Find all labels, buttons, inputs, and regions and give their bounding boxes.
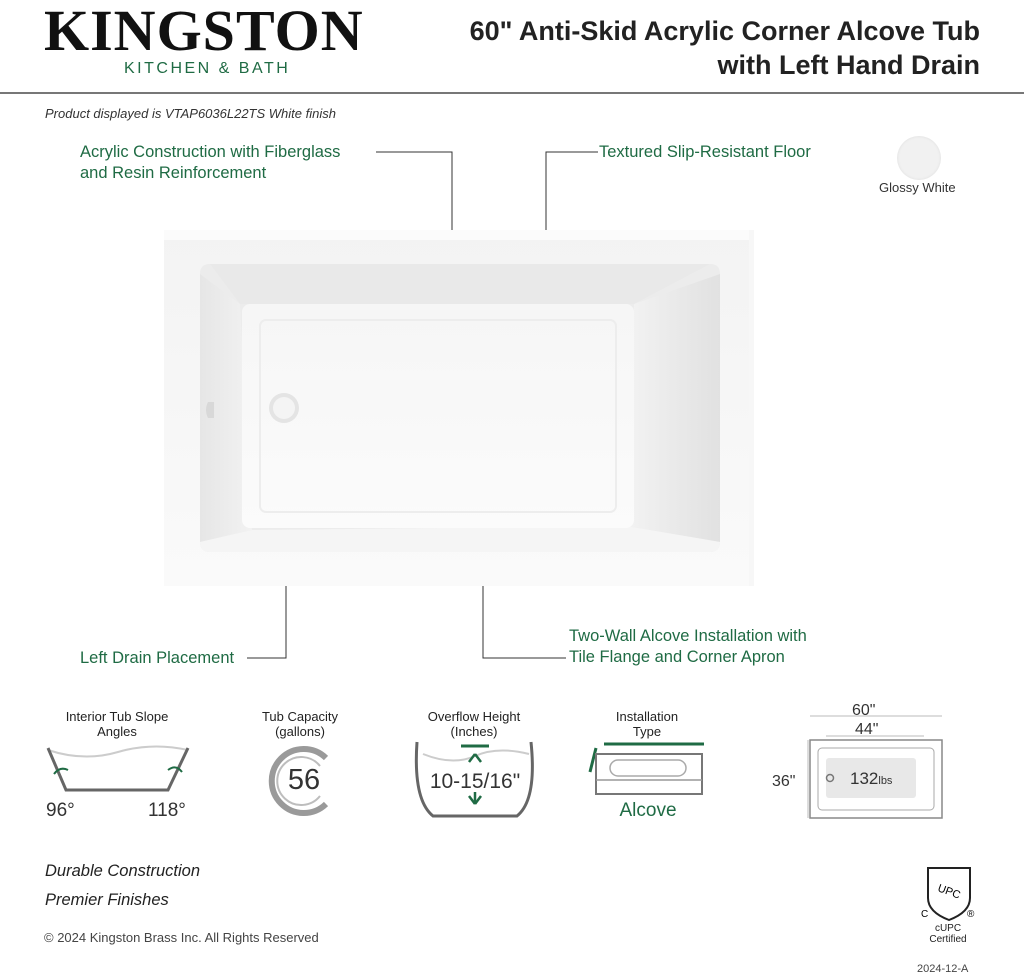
tagline-finishes: Premier Finishes	[45, 891, 169, 909]
spec-capacity-label-line2: (gallons)	[275, 724, 325, 739]
copyright: © 2024 Kingston Brass Inc. All Rights Reserved	[44, 930, 319, 945]
spec-overflow-label	[414, 709, 534, 739]
finish-swatch-glossy-white[interactable]	[897, 136, 941, 180]
finish-label: Glossy White	[879, 180, 956, 195]
leader-install	[483, 582, 566, 658]
leader-acrylic	[376, 152, 452, 234]
product-title-line1: 60" Anti-Skid Acrylic Corner Alcove Tub	[469, 16, 980, 46]
brand-logo-subtitle: KITCHEN & BATH	[124, 60, 291, 77]
callout-install-line2: Tile Flange and Corner Apron	[569, 648, 785, 666]
spec-slope-label-line1: Interior Tub Slope	[65, 709, 169, 724]
callout-install	[569, 626, 807, 668]
dimension-width: 36"	[772, 773, 796, 790]
spec-installation-label	[587, 709, 707, 739]
spec-slope-label-line2: Angles	[97, 724, 137, 739]
dimension-outer-length: 60"	[852, 702, 876, 719]
spec-capacity-label-line1: Tub Capacity	[261, 709, 339, 724]
tub-dimension-diagram	[806, 710, 946, 822]
upc-r-mark: ®	[967, 909, 975, 920]
slope-angles-icon	[44, 740, 192, 800]
product-displayed-note: Product displayed is VTAP6036L22TS White finish	[45, 106, 336, 121]
spec-installation-label-line1: Installation	[615, 709, 679, 724]
cupc-label-line2: Certified	[929, 934, 967, 945]
tagline-durable: Durable Construction	[45, 862, 200, 880]
callout-floor: Textured Slip-Resistant Floor	[599, 143, 811, 161]
overflow-value: 10-15/16"	[429, 770, 521, 793]
cupc-certification-badge	[918, 864, 980, 924]
upc-badge-text: UPC	[936, 882, 962, 902]
cupc-certified-label	[918, 923, 978, 945]
tub-weight	[850, 769, 892, 789]
cupc-label-line1: cUPC	[934, 923, 962, 934]
callout-install-line1: Two-Wall Alcove Installation with	[569, 627, 807, 645]
callout-acrylic	[80, 142, 340, 184]
slope-right-angle: 118°	[148, 800, 186, 821]
slope-left-angle: 96°	[46, 800, 75, 821]
callout-acrylic-line1: Acrylic Construction with Fiberglass	[80, 143, 341, 161]
spec-installation-label-line2: Type	[632, 724, 662, 739]
spec-slope-label	[47, 709, 187, 739]
installation-value: Alcove	[619, 800, 677, 821]
spec-overflow-label-line2: (Inches)	[450, 724, 498, 739]
upc-c-mark: C	[921, 909, 929, 920]
tub-weight-unit: lbs	[878, 775, 893, 787]
spec-capacity-label	[240, 709, 360, 739]
tub-weight-value: 132	[850, 769, 879, 788]
product-title-line2: with Left Hand Drain	[717, 50, 980, 80]
tub-product-image	[164, 230, 754, 586]
callout-drain: Left Drain Placement	[80, 649, 235, 667]
spec-overflow-label-line1: Overflow Height	[427, 709, 521, 724]
installation-type-icon	[584, 740, 710, 798]
callout-acrylic-line2: and Resin Reinforcement	[80, 164, 267, 182]
brand-logo-name: KINGSTON	[44, 0, 364, 63]
document-code: 2024-12-A	[917, 963, 969, 975]
capacity-value: 56	[287, 764, 321, 796]
dimension-inner-length: 44"	[855, 721, 879, 738]
